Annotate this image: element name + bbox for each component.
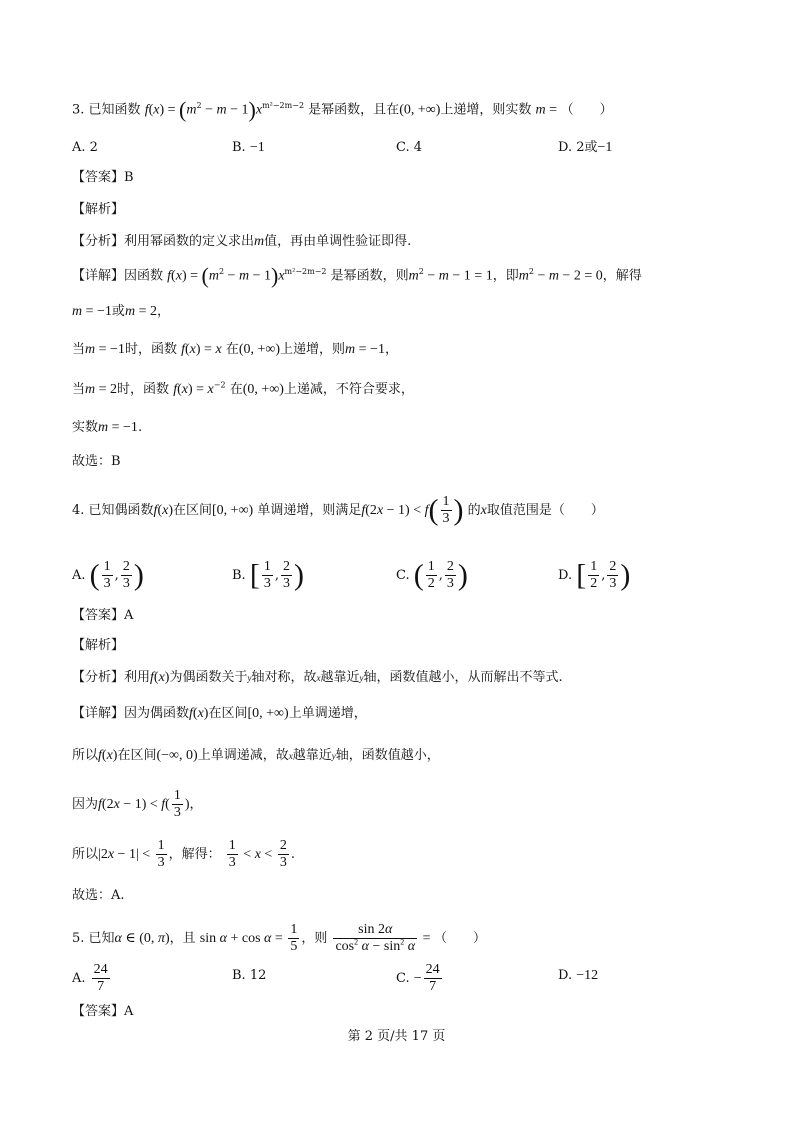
q3-line2: m = −1或m = 2， [72, 304, 170, 319]
q3-option-d: D. 2或−1 [558, 140, 613, 155]
q5-answer: 【答案】A [72, 1004, 134, 1019]
q3-jiexi: 【解析】 [72, 202, 125, 217]
page-footer: 第 2 页/共 17 页 [347, 1029, 446, 1044]
q4-choose: 故选：A. [72, 888, 125, 903]
q3-option-c: C. 4 [396, 140, 423, 155]
q4-option-c: C. ( $\frac{1}{2}$ , $\frac{2}{3}$ ) [396, 558, 468, 592]
q4-line3: 因为f(2x − 1) < f( $\frac{1}{3}$ )， [72, 788, 203, 820]
q4-line2: 所以f(x)在区间(−∞, 0)上单调递减，故x越靠近y轴，函数值越小， [72, 748, 440, 763]
q3-option-b: B. −1 [232, 140, 265, 155]
q4-stem: 4. 已知偶函数f(x)在区间[0, +∞) 单调递增，则满足f(2x − 1) < f( $\frac{1}{3}$ ) 的x取值范围是（ ） [72, 493, 604, 527]
q4-fenxi: 【分析】利用f(x)为偶函数关于y轴对称，故x越靠近y轴，函数值越小，从而解出不等式. [72, 670, 563, 685]
q4-option-d: D. [ $\frac{1}{2}$ , $\frac{2}{3}$ ) [558, 558, 631, 592]
q5-option-c: C. − $\frac{24}{7}$ [396, 962, 440, 994]
q5-option-d: D. −12 [558, 968, 599, 983]
q5-option-a: A. $\frac{24}{7}$ [72, 962, 108, 994]
q3-line4: 当m = 2时，函数 $f(x) = x^{-2}$ 在(0, +∞)上递减，不符合要求， [72, 380, 414, 397]
q5-option-b: B. 12 [232, 968, 267, 983]
q4-answer: 【答案】A [72, 608, 134, 623]
q3-detail: 【详解】因函数 $f(x) = (m^2 - m - 1)x^{m^2-2m-2}$ 是幂函数，则$m^2 - m - 1 = 1$，即$m^2 - m - 2 = 0$，解得 [72, 263, 642, 288]
q3-line5: 实数m = −1. [72, 420, 143, 435]
q4-line4: 所以|2x − 1| < $\frac{1}{3}$ ，解得： $\frac{1}{3}$ < x < $\frac{2}{3}$ . [72, 838, 295, 870]
q4-jiexi: 【解析】 [72, 638, 125, 653]
q3-fenxi: 【分析】利用幂函数的定义求出m值，再由单调性验证即得. [72, 234, 412, 249]
q3-line3: 当m = −1时，函数 f(x) = x 在(0, +∞)上递增，则m = −1， [72, 342, 398, 357]
q4-option-b: B. [ $\frac{1}{3}$ , $\frac{2}{3}$ ) [232, 558, 304, 592]
q3-answer: 【答案】B [72, 170, 134, 185]
q3-stem: 3. 已知函数 $f(x) = (m^2 - m - 1)x^{m^2-2m-2}$ 是幂函数，且在(0, +∞)上递增，则实数 m = （ ） [72, 97, 613, 122]
q3-choose: 故选：B [72, 454, 121, 469]
q5-stem: 5. 已知α ∈ (0, π)，且 sin α + cos α = $\frac{1}{5}$ ，则 $\frac{\sin 2\alpha}{\cos^2 \alpha - \sin^2 \alpha}$ = （ ） [72, 922, 487, 954]
q4-detail: 【详解】因为偶函数f(x)在区间[0, +∞)上单调递增， [72, 706, 367, 721]
q3-option-a: A. 2 [72, 140, 98, 155]
q4-option-a: A. ( $\frac{1}{3}$ , $\frac{2}{3}$ ) [72, 558, 144, 592]
